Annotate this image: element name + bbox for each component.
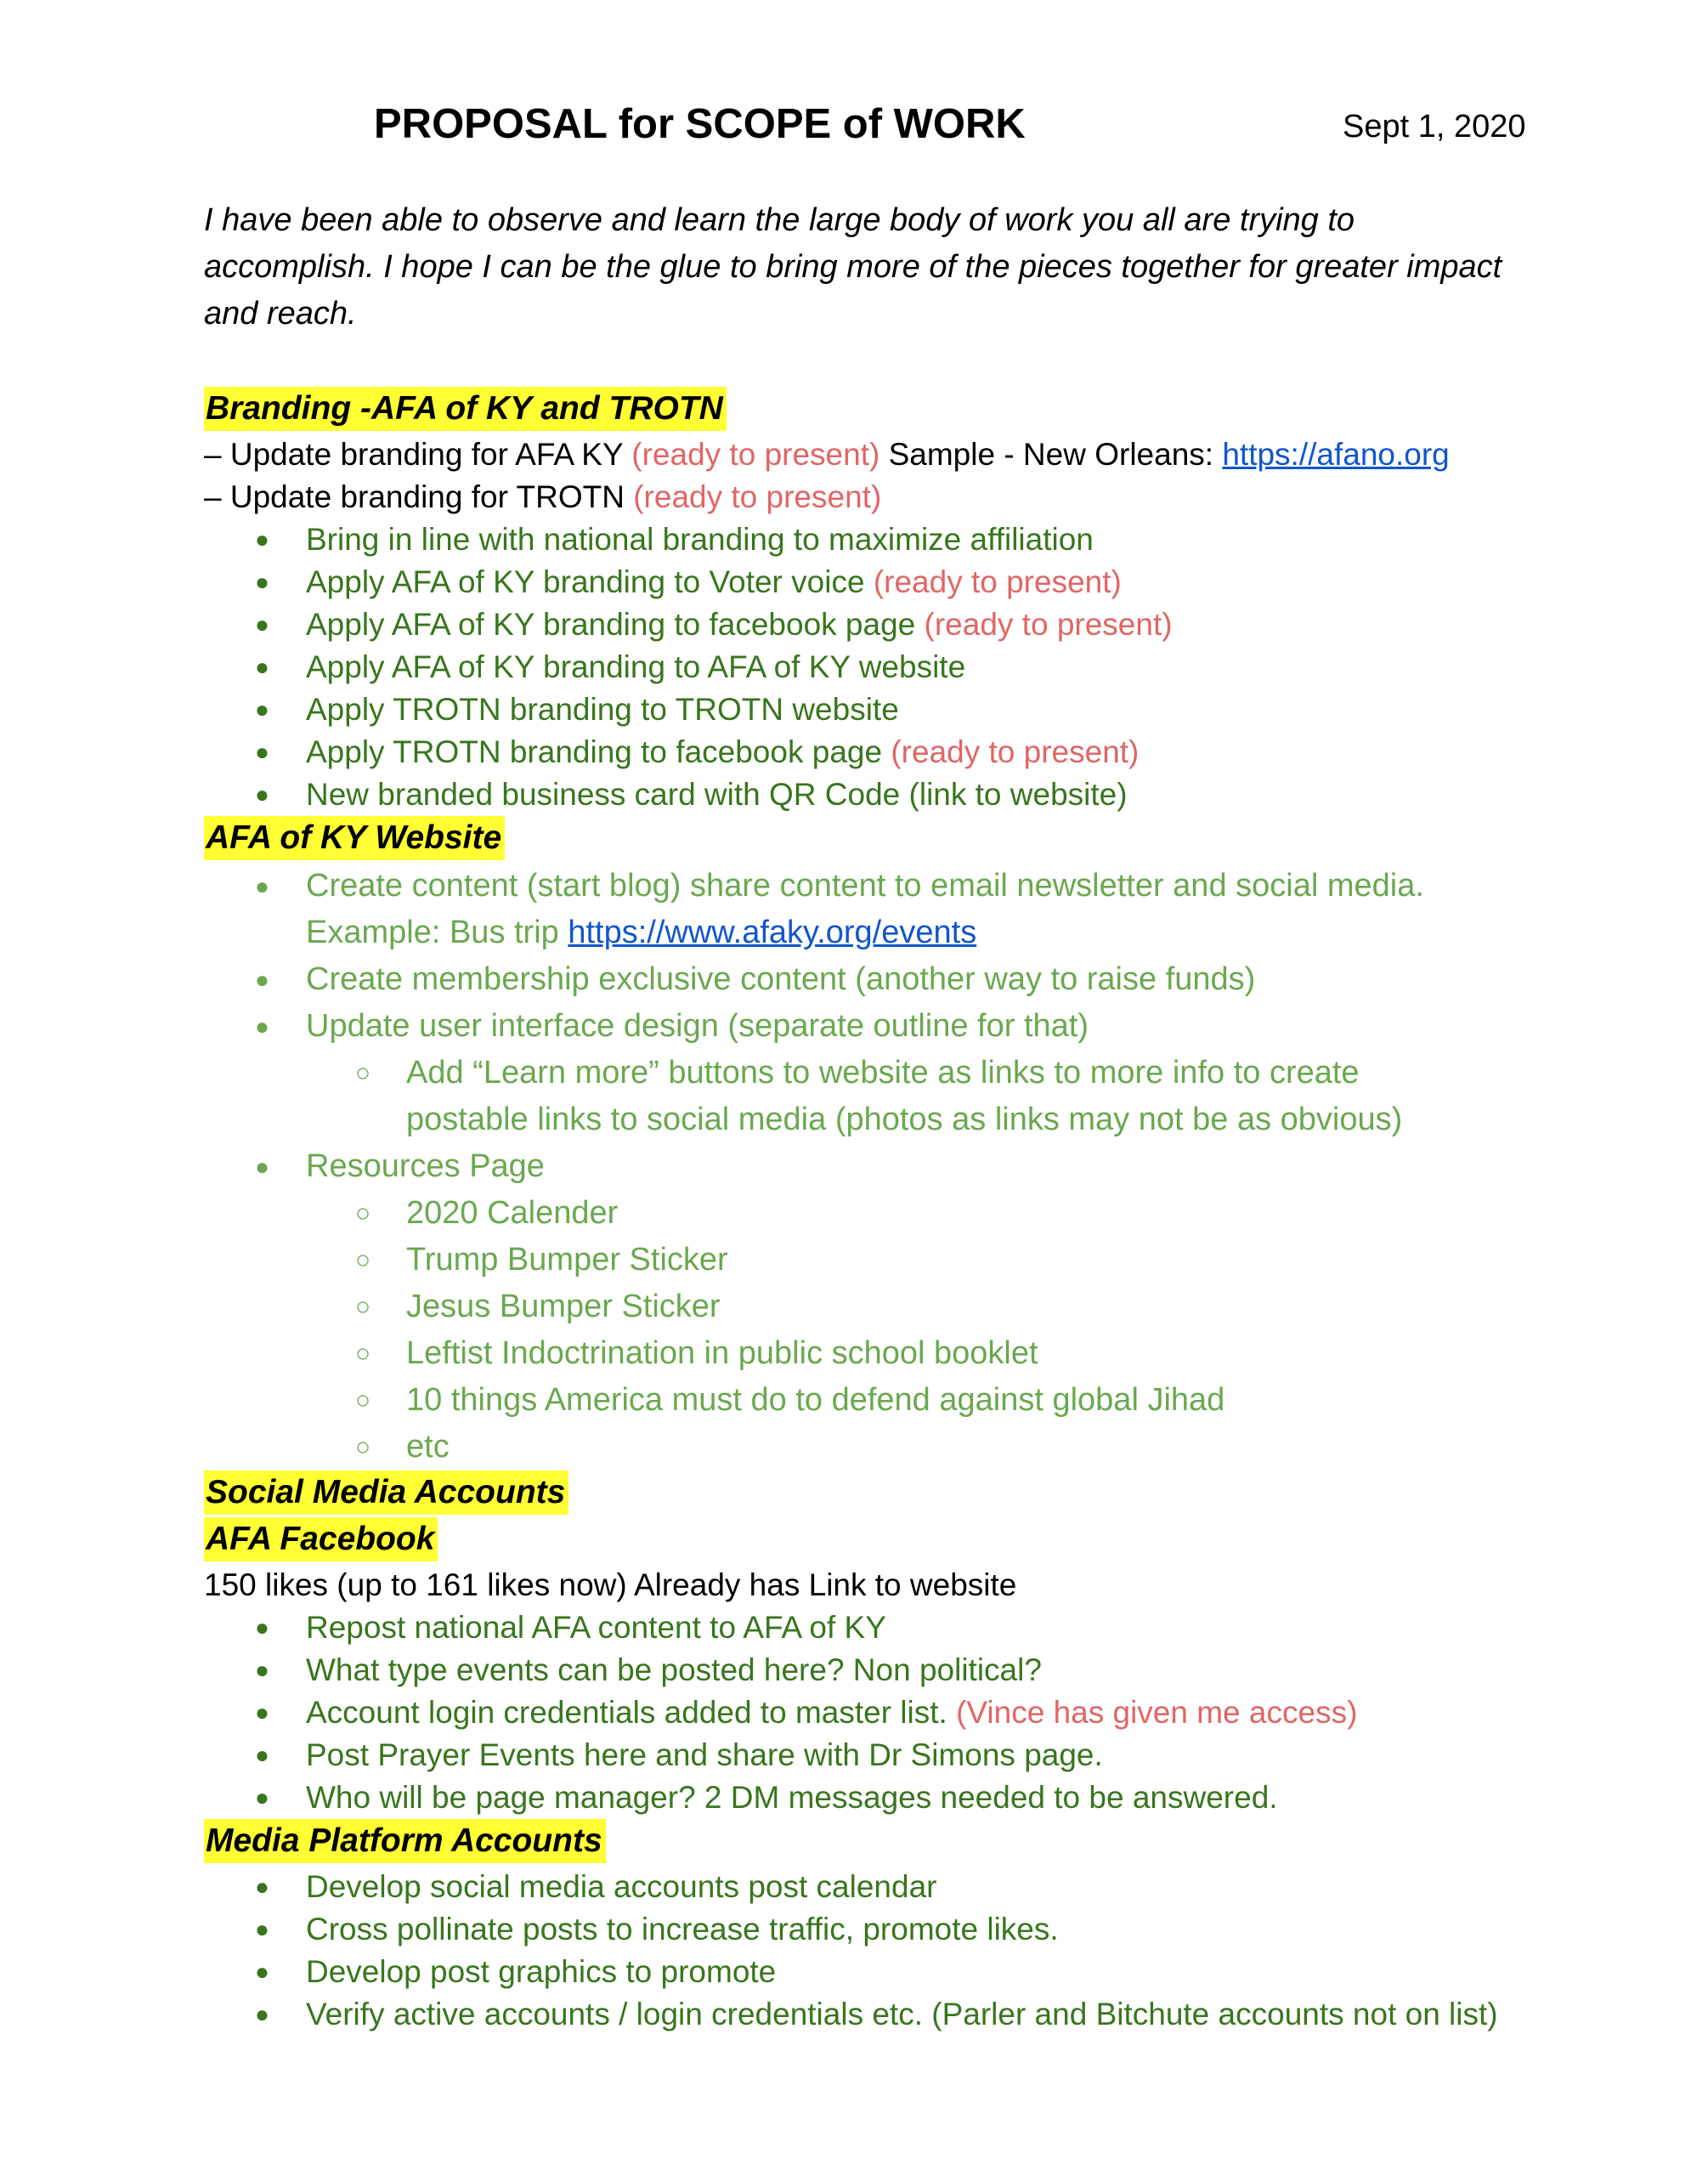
facebook-bullet	[204, 1649, 1547, 1692]
branding-bullet	[204, 774, 1547, 816]
social-heading: Social Media Accounts	[204, 1470, 568, 1515]
branding-bullet	[204, 604, 1547, 646]
resource-item: ○ Jesus Bumper Sticker	[204, 1284, 1547, 1330]
media-section-heading-row	[204, 1819, 1547, 1866]
facebook-bullet	[204, 1692, 1547, 1734]
resource-item: ○ 2020 Calender	[204, 1190, 1547, 1237]
resource-item: ○ etc	[204, 1424, 1547, 1470]
intro-paragraph: I have been able to observe and learn the large body of work you all are trying to accomplish. I hope I can be the glue to bring more of the pieces together for greater impact and reach.	[204, 202, 1502, 332]
status-label: (ready to present)	[873, 564, 1122, 599]
resource-item: ○ 10 things America must do to defend against global Jihad	[204, 1377, 1547, 1424]
sample-label: Sample - New Orleans:	[879, 437, 1223, 472]
facebook-bullet	[204, 1776, 1547, 1819]
website-bullet: ● Resources Page	[204, 1143, 1547, 1190]
bullet-text: Repost national AFA content to AFA of KY	[306, 1610, 886, 1645]
website-section-heading-row	[204, 816, 1547, 863]
website-sub-bullet	[204, 1050, 1547, 1143]
resource-item: ○ Trump Bumper Sticker	[204, 1237, 1547, 1284]
website-section	[204, 816, 1547, 1470]
bullet-text: Who will be page manager? 2 DM messages needed to be answered.	[306, 1780, 1278, 1815]
bullet-text-continued	[306, 910, 1547, 956]
branding-bullet	[204, 561, 1547, 604]
bullet-text: Apply AFA of KY branding to facebook page	[306, 607, 925, 642]
social-section-heading-row	[204, 1470, 1547, 1517]
branding-bullet	[204, 518, 1547, 561]
bullet-text: Post Prayer Events here and share with Dr Simons page.	[306, 1737, 1103, 1772]
facebook-bullet	[204, 1734, 1547, 1776]
example-label: Example: Bus trip	[306, 915, 568, 950]
afaky-events-link[interactable]: https://www.afaky.org/events	[568, 915, 977, 950]
document-date: Sept 1, 2020	[1343, 109, 1526, 144]
bullet-text: Apply TROTN branding to facebook page	[306, 734, 891, 769]
resource-item: ○ Leftist Indoctrination in public school booklet	[204, 1330, 1547, 1377]
branding-line-afa-ky	[204, 434, 1547, 476]
branding-section-heading-row	[204, 387, 1547, 434]
facebook-heading: AFA Facebook	[204, 1517, 438, 1561]
sub-bullet-text-continued: postable links to social media (photos as links may not be as obvious)	[406, 1102, 1403, 1137]
bullet-text: What type events can be posted here? Non political?	[306, 1652, 1042, 1687]
status-label: (Vince has given me access)	[956, 1695, 1358, 1730]
branding-line-text: – Update branding for TROTN	[204, 479, 634, 514]
facebook-stats: 150 likes (up to 161 likes now) Already has Link to website	[204, 1567, 1017, 1602]
sub-bullet-text: ○ Add “Learn more” buttons to website as links to more info to create	[406, 1055, 1360, 1091]
document-body	[204, 387, 1547, 2036]
media-bullet: ● Develop post graphics to promote	[204, 1951, 1547, 1993]
bullet-text: Apply TROTN branding to TROTN website	[306, 692, 899, 727]
branding-bullet	[204, 646, 1547, 688]
branding-line-text: – Update branding for AFA KY	[204, 437, 632, 472]
media-bullet: ● Verify active accounts / login credentials etc. (Parler and Bitchute accounts not on list)	[204, 1993, 1547, 2036]
status-label: (ready to present)	[924, 607, 1173, 642]
website-bullet	[204, 863, 1547, 956]
status-label: (ready to present)	[631, 437, 880, 472]
branding-heading: Branding -AFA of KY and TROTN	[204, 387, 727, 431]
website-bullet: ● Create membership exclusive content (another way to raise funds)	[204, 956, 1547, 1003]
media-bullet: ● Cross pollinate posts to increase traffic, promote likes.	[204, 1908, 1547, 1951]
facebook-subheading-row	[204, 1517, 1547, 1564]
status-label: (ready to present)	[633, 479, 882, 514]
media-bullet: ● Develop social media accounts post calendar	[204, 1866, 1547, 1908]
media-heading: Media Platform Accounts	[204, 1819, 606, 1863]
bullet-text: Apply AFA of KY branding to AFA of KY website	[306, 649, 966, 684]
bullet-text: New branded business card with QR Code (link to website)	[306, 777, 1128, 812]
bullet-text: ● Create content (start blog) share content to email newsletter and social media.	[306, 868, 1424, 904]
branding-line-trotn	[204, 476, 1547, 518]
bullet-text: Bring in line with national branding to maximize affiliation	[306, 522, 1094, 557]
afano-link[interactable]: https://afano.org	[1222, 437, 1450, 472]
status-label: (ready to present)	[891, 734, 1140, 769]
website-bullet: ● Update user interface design (separate outline for that)	[204, 1003, 1547, 1050]
bullet-text: Apply AFA of KY branding to Voter voice	[306, 564, 874, 599]
branding-bullet	[204, 688, 1547, 731]
branding-bullet	[204, 731, 1547, 774]
website-heading: AFA of KY Website	[204, 816, 505, 860]
document-title: PROPOSAL for SCOPE of WORK	[374, 101, 1026, 147]
bullet-text: Account login credentials added to master list.	[306, 1695, 957, 1730]
facebook-bullet	[204, 1606, 1547, 1649]
